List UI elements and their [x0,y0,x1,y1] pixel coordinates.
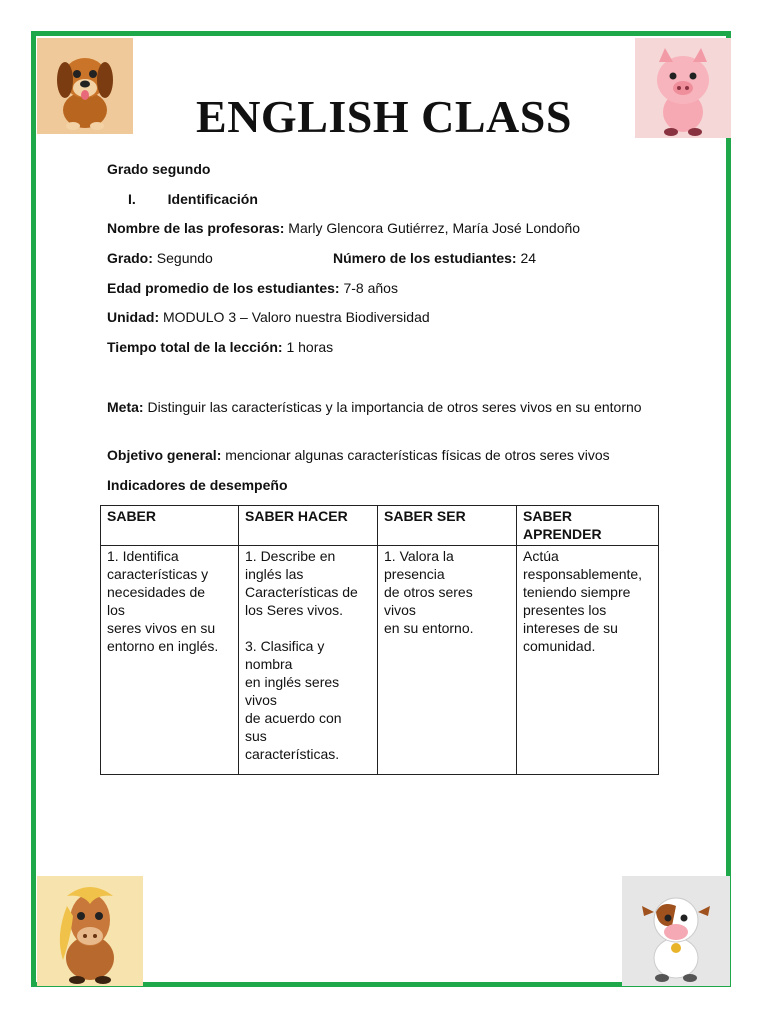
objective-line: Objetivo general: mencionar algunas características físicas de otros seres vivos [107,447,610,463]
table-cell: 1. Valora la presencia de otros seres vivos en su entorno. [378,546,517,775]
section-heading [128,190,258,208]
table-cell: 1. Describe en inglés las Características de los Seres vivos. 3. Clasifica y nombra en inglés seres vivos de acuerdo con sus características. [239,546,378,775]
section-number: I. [128,191,136,207]
unit-line: Unidad: MODULO 3 – Valoro nuestra Biodiversidad [107,309,430,325]
cow-icon [622,876,730,986]
time-line: Tiempo total de la lección: 1 horas [107,339,334,355]
indicators-table [100,505,659,775]
indicators-heading: Indicadores de desempeño [107,477,288,493]
age-line: Edad promedio de los estudiantes: 7-8 años [107,280,398,296]
table-cell: 1. Identifica características y necesidades de los seres vivos en su entorno en inglés. [101,546,239,775]
goal-line: Meta: Distinguir las características y la importancia de otros seres vivos en su entorno [107,399,642,415]
table-header: SABER SER [378,506,517,546]
table-header-row [101,506,659,546]
table-header: SABER [101,506,239,546]
teachers-line: Nombre de las profesoras: Marly Glencora Gutiérrez, María José Londoño [107,220,581,236]
table-header: SABER HACER [239,506,378,546]
grade-heading: Grado segundo [107,161,211,177]
horse-icon [37,876,143,986]
table-header: SABER APRENDER [517,506,659,546]
students-line: Número de los estudiantes: 24 [333,250,537,266]
page-title: ENGLISH CLASS [196,91,572,142]
table-cell: Actúa responsablemente, teniendo siempre presentes los intereses de su comunidad. [517,546,659,775]
table-row [101,546,659,775]
grade-line: Grado: Segundo [107,250,213,266]
section-label: Identificación [167,191,258,207]
